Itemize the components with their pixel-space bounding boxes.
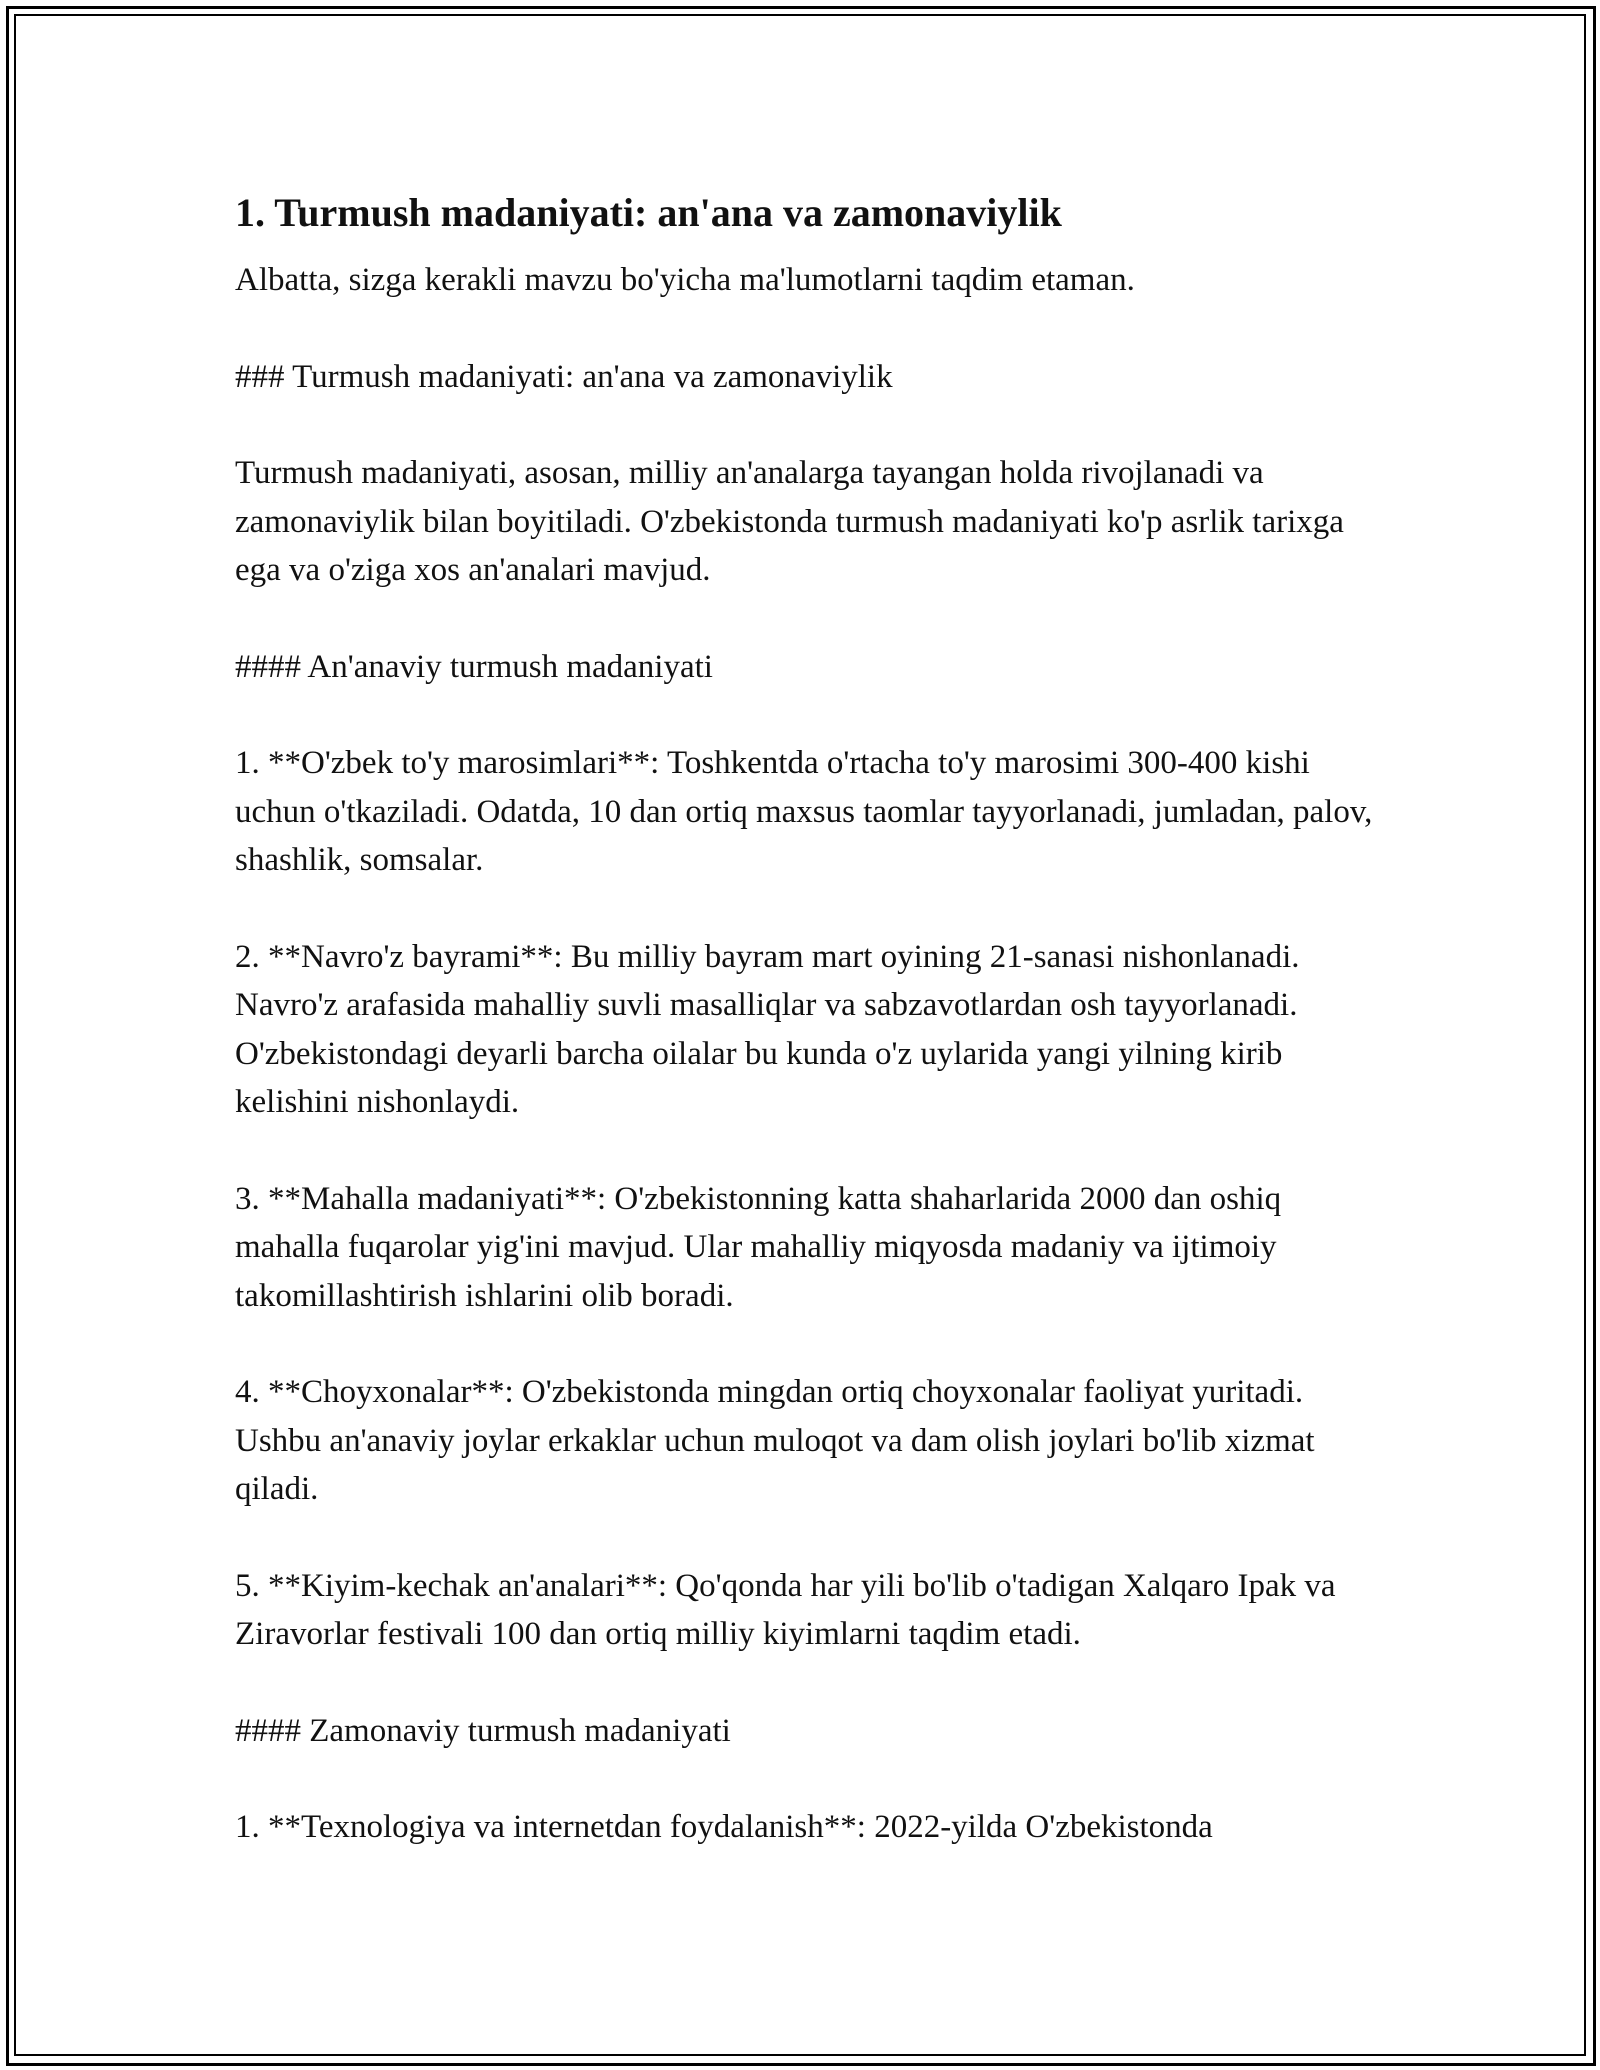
list-item-navruz: 2. **Navro'z bayrami**: Bu milliy bayram mart oyining 21-sanasi nishonlanadi. Navro'z arafasida mahalliy suvli masalliqlar va sabzavotlardan osh tayyorlanadi. O'zbekistondagi deyarli barcha oilalar bu kunda o'z uylarida yangi yilning kirib kelishini nishonlaydi. <box>235 938 1300 1120</box>
list-item-clothing: 5. **Kiyim-kechak an'analari**: Qo'qonda har yili bo'lib o'tadigan Xalqaro Ipak va Ziravorlar festivali 100 dan ortiq milliy kiyimlarni taqdim etadi. <box>235 1567 1336 1652</box>
overview-paragraph: Turmush madaniyati, asosan, milliy an'analarga tayangan holda rivojlanadi va zamonaviylik bilan boyitiladi. O'zbekistonda turmush madaniyati ko'p asrlik tarixga ega va o'ziga xos an'analari mavjud. <box>235 455 1344 588</box>
markdown-heading-4-modern: #### Zamonaviy turmush madaniyati <box>235 1712 731 1749</box>
list-item-mahalla: 3. **Mahalla madaniyati**: O'zbekistonning katta shaharlarida 2000 dan oshiq mahalla fuqarolar yig'ini mavjud. Ular mahalliy miqyosda madaniy va ijtimoiy takomillashtirish ishlarini olib boradi. <box>235 1180 1282 1314</box>
list-item-wedding: 1. **O'zbek to'y marosimlari**: Toshkentda o'rtacha to'y marosimi 300-400 kishi uchun o'tkaziladi. Odatda, 10 dan ortiq maxsus taomlar tayyorlanadi, jumladan, palov, shashlik, somsalar. <box>235 745 1373 878</box>
intro-paragraph: Albatta, sizga kerakli mavzu bo'yicha ma'lumotlarni taqdim etaman. <box>235 262 1135 298</box>
markdown-heading-3: ### Turmush madaniyati: an'ana va zamonaviylik <box>235 358 893 395</box>
list-item-choyxona: 4. **Choyxonalar**: O'zbekistonda mingdan ortiq choyxonalar faoliyat yuritadi. Ushbu an'anaviy joylar erkaklar uchun muloqot va dam olish joylari bo'lib xizmat qiladi. <box>235 1374 1315 1507</box>
document-title: 1. Turmush madaniyati: an'ana va zamonaviylik <box>235 190 1062 235</box>
document-body <box>235 188 1375 1852</box>
list-item-technology: 1. **Texnologiya va internetdan foydalanish**: 2022-yilda O'zbekistonda <box>235 1809 1213 1845</box>
markdown-heading-4-traditional: #### An'anaviy turmush madaniyati <box>235 648 713 685</box>
